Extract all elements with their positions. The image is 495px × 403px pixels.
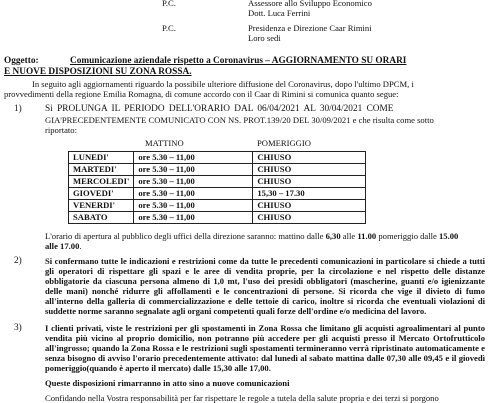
table-row [69,200,366,212]
office-hours-text: alle [340,231,358,241]
day-cell: SABATO [69,212,134,224]
afternoon-cell: CHIUSO [253,152,366,164]
schedule-header-afternoon: POMERIGGIO [257,138,311,148]
intro-line-2: provvedimenti della regione Emilia Romagna, di comune accordo con il Caar di Rimini si comunica quanto segue: [4,89,399,99]
item-3-note: Queste disposizioni rimarranno in atto sino a nuove comunicazioni [45,378,290,388]
office-hours-text: L'orario di apertura al pubblico degli uffici della direzione saranno: mattino dalle [45,231,326,241]
subject-line-2: E NUOVE DISPOSIZIONI SU ZONA ROSSA. [4,67,192,77]
recipient-lines-2 [248,23,372,43]
afternoon-cell: CHIUSO [253,200,366,212]
morning-cell: ore 5.30 – 11,00 [134,188,253,200]
office-hours-text: . [79,241,82,251]
recipient-line: Assessore allo Sviluppo Economico [248,0,372,8]
day-cell: LUNEDI' [69,152,134,164]
schedule-table [68,151,366,224]
day-cell: GIOVEDI' [69,188,134,200]
morning-cell: ore 5.30 – 11,00 [134,212,253,224]
office-hours-line-1 [45,231,458,241]
morning-cell: ore 5.30 – 11,00 [134,176,253,188]
schedule-header-morning: MATTINO [145,138,184,148]
recipient-lines-1 [248,0,372,18]
day-cell: MERCOLEDI' [69,176,134,188]
recipient-line: Dott. Luca Ferrini [248,8,311,18]
item-2-paragraph: Si confermano tutte le indicazioni e restrizioni come da tutte le precedenti comunicazioni in particolare si chiede a tutti gli operatori di rispettare gli spazi e le aree di vendita proprie, per la circolazione e nel rispetto delle distanze obbligatorie da ciascuna persona almeno di 1,0 mt, l'uso dei presidi obbligatori (mascherine, guanti e/o igienizzante delle mani) nonché ridurre gli affollamenti e le concentrazioni di persone. Si ricorda che vige il divieto di fumo all'interno della galleria di commercializzazione e delle tettoie di carico, inoltre si ricorda che eventuali violazioni di suddette norme saranno segnalate agli organi competenti quali forze dell'ordine e/o medicina del lavoro. [45,256,485,316]
item-3-number: 3) [14,323,22,333]
subject-line-1: Comunicazione aziendale rispetto a Coronavirus – AGGIORNAMENTO SU ORARI [70,56,407,66]
item-1-number: 1) [14,104,22,114]
item-3-closing: Confidando nella Vostra responsabilità per far rispettare le regole a tutela della salute propria e dei terzi si porgono [45,393,439,403]
office-hours-time: 11.00 [357,231,377,241]
subject-label: Oggetto: [4,56,39,66]
intro-line-1: In seguito agli aggiornamenti riguardo la possibile ulteriore diffusione del Coronavirus, dopo l'ultimo DPCM, i [32,79,414,89]
afternoon-cell: CHIUSO [253,212,366,224]
office-hours-line-2 [45,241,82,251]
item-3-paragraph: I clienti privati, viste le restrizioni per gli spostamenti in Zona Rossa che limitano gli acquisti agroalimentari al punto vendita più vicino al proprio domicilio, non potranno più accedere per gli acquisti presso il Mercato Ortofrutticolo all'ingrosso; quando la Zona Rossa e le restrizioni sugli spostamenti termineranno verrà ripristinato automaticamente e senza bisogno di avviso l'orario precedentemente attivato: dal lunedì al sabato mattina dalle 07,30 alle 09,45 e il giovedì pomeriggio(quando è aperto il mercato) dalle 15,30 alle 17,00. [45,323,485,373]
recipient-prefix: P.C. [162,0,176,8]
office-hours-time: 15.00 [439,231,459,241]
day-cell: MARTEDI' [69,164,134,176]
morning-cell: ore 5.30 – 11,00 [134,164,253,176]
morning-cell: ore 5.30 – 11,00 [134,152,253,164]
recipient-line: Loro sedi [248,33,281,43]
table-row [69,188,366,200]
office-hours-time: 17.00 [60,241,80,251]
table-row [69,152,366,164]
morning-cell: ore 5.30 – 11,00 [134,200,253,212]
recipient-block-2 [162,23,176,33]
afternoon-cell: 15,30 – 17.30 [253,188,366,200]
recipient-prefix: P.C. [162,23,176,33]
afternoon-cell: CHIUSO [253,176,366,188]
table-row [69,212,366,224]
item-1-line-1: Si PROLUNGA IL PERIODO DELL'ORARIO DAL 06/04/2021 AL 30/04/2021 COME [45,104,394,114]
recipient-block-1 [162,0,176,8]
item-2-number: 2) [14,256,22,266]
recipient-line: Presidenza e Direzione Caar Rimini [248,23,372,33]
day-cell: VENERDI' [69,200,134,212]
table-row [69,176,366,188]
office-hours-text: alle [45,241,61,251]
office-hours-text: pomeriggio dalle [376,231,439,241]
table-row [69,164,366,176]
office-hours-time: 6,30 [325,231,341,241]
item-1-line-2: GIA'PRECEDENTEMENTE COMUNICATO CON NS. PROT.139/20 DEL 30/09/2021 e che risulta come sotto [45,115,434,125]
item-1-line-3: riportato: [45,125,77,135]
afternoon-cell: CHIUSO [253,164,366,176]
